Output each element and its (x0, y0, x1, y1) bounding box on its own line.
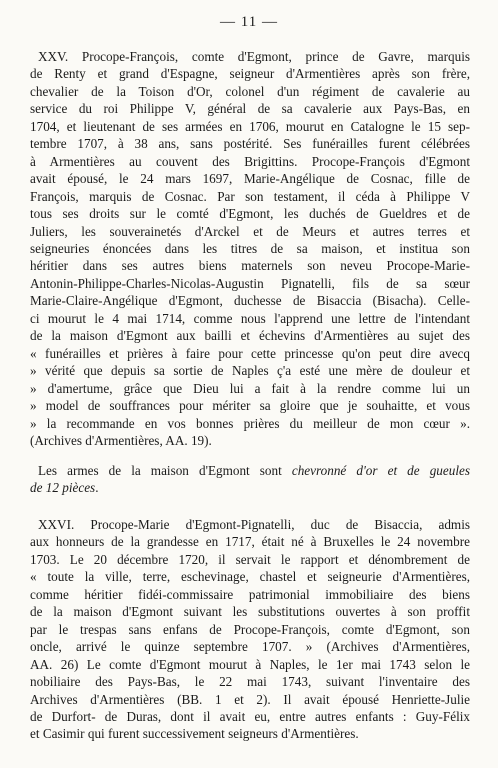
text-line: de Renty et grand d'Espagne, seigneur d'Armentières après son frère, (30, 66, 470, 82)
text-line: nobiliaire des Pays-Bas, le 22 mai 1743, suivant l'inventaire des (30, 674, 470, 690)
text-line: 1704, et lieutenant de ses armées en 1706, mourut en Catalogne le 15 sep- (30, 118, 470, 134)
text-line: avait épousé, le 24 mars 1697, Marie-Angélique de Cosnac, fille de (30, 171, 470, 187)
text-line: héritier dans ses autres biens maternels son neveu Procope-Marie- (30, 258, 470, 274)
text-line: Archives d'Armentières (BB. 1 et 2). Il avait épousé Henriette-Julie (30, 691, 470, 707)
arms-suffix: . (95, 480, 99, 496)
text-line: tembre 1707, à 38 ans, sans postérité. Ses funérailles furent célébrées (30, 136, 470, 152)
text-line: comme héritier fidéi-commissaire patrimonial immobiliaire des biens (30, 586, 470, 602)
arms-prefix: Les armes de la maison d'Egmont sont (38, 463, 292, 478)
text-line: de la maison d'Egmont aux bailli et échevins d'Armentières au sujet des (30, 328, 470, 344)
text-line: tous ses droits sur le comté d'Egmont, les duchés de Gueldres et de (30, 206, 470, 222)
text-line: à Armentières au couvent des Brigittins. Procope-François d'Egmont (30, 153, 470, 169)
arms-blazon-end: de 12 pièces (30, 480, 96, 496)
text-line: AA. 26) Le comte d'Egmont mourut à Naples, le 1er mai 1743 selon le (30, 656, 470, 672)
text-line: de la maison d'Egmont suivant les substitutions ouvertes à son proffit (30, 604, 470, 620)
text-line: XXV. Procope-François, comte d'Egmont, prince de Gavre, marquis (38, 49, 470, 64)
text-line: service du roi Philippe V, général de sa cavalerie aux Pays-Bas, en (30, 101, 470, 117)
text-line: chevalier de la Toison d'Or, colonel d'un régiment de cavalerie au (30, 83, 470, 99)
page-number: — 11 — (220, 14, 278, 30)
text-line: « funérailles et prières à faire pour cette princesse qu'on peut dire avecq (30, 345, 470, 361)
text-line: aux honneurs de la grandesse en 1717, était né à Bruxelles le 24 novembre (30, 534, 470, 550)
text-line: par le trespas sans enfans de Procope-François, comte d'Egmont, son (30, 621, 470, 637)
arms-line-1 (30, 462, 470, 479)
text-line: de Durfort- de Duras, dont il avait eu, entre autres enfants : Guy-Félix (30, 708, 470, 724)
text-line: XXVI. Procope-Marie d'Egmont-Pignatelli, duc de Bisaccia, admis (38, 517, 470, 532)
text-line: Antonin-Philippe-Charles-Nicolas-Augustin Pignatelli, fils de sa sœur (30, 275, 470, 291)
text-line: Marie-Claire-Angélique d'Egmont, duchesse de Bisaccia (Bisacha). Celle- (30, 293, 470, 309)
text-line: « toute la ville, terre, eschevinage, chastel et seigneurie d'Armentières, (30, 569, 470, 585)
text-line: ci mourut le 4 mai 1714, comme nous l'apprend une lettre de l'intendant (30, 310, 470, 326)
text-line: » d'amertume, grâce que Dieu lui a fait à la rendre comme lui un (30, 380, 470, 396)
text-line: Juliers, les souverainetés d'Arckel et de Meurs et autres terres et (30, 223, 470, 239)
paragraph-xxvi (30, 516, 470, 743)
text-line: » vérité que depuis sa sortie de Naples ç'a esté une mère de douleur et (30, 363, 470, 379)
paragraph-xxv (30, 48, 470, 449)
text-line: seigneuries énoncées dans les titres de sa maison, et institua son (30, 240, 470, 256)
text-line: 1703. Le 20 décembre 1720, il servait le rapport et dénombrement de (30, 551, 470, 567)
arms-line-2 (30, 479, 470, 496)
arms-blazon: chevronné d'or et de gueules (291, 463, 470, 478)
text-line: » model de souffrances pour mériter sa gloire que je souhaitte, et vous (30, 398, 470, 414)
paragraph-arms (30, 462, 470, 497)
text-line: oncle, arrivé le quinze septembre 1707. » (Archives d'Armentières, (30, 639, 470, 655)
text-line: » la recommande en vos bonnes prières du meilleur de mon cœur ». (30, 415, 470, 431)
text-line: (Archives d'Armentières, AA. 19). (30, 432, 212, 448)
text-line: François, marquis de Cosnac. Par son testament, il céda à Philippe V (30, 188, 470, 204)
text-line: et Casimir qui furent successivement seigneurs d'Armentières. (30, 726, 359, 742)
